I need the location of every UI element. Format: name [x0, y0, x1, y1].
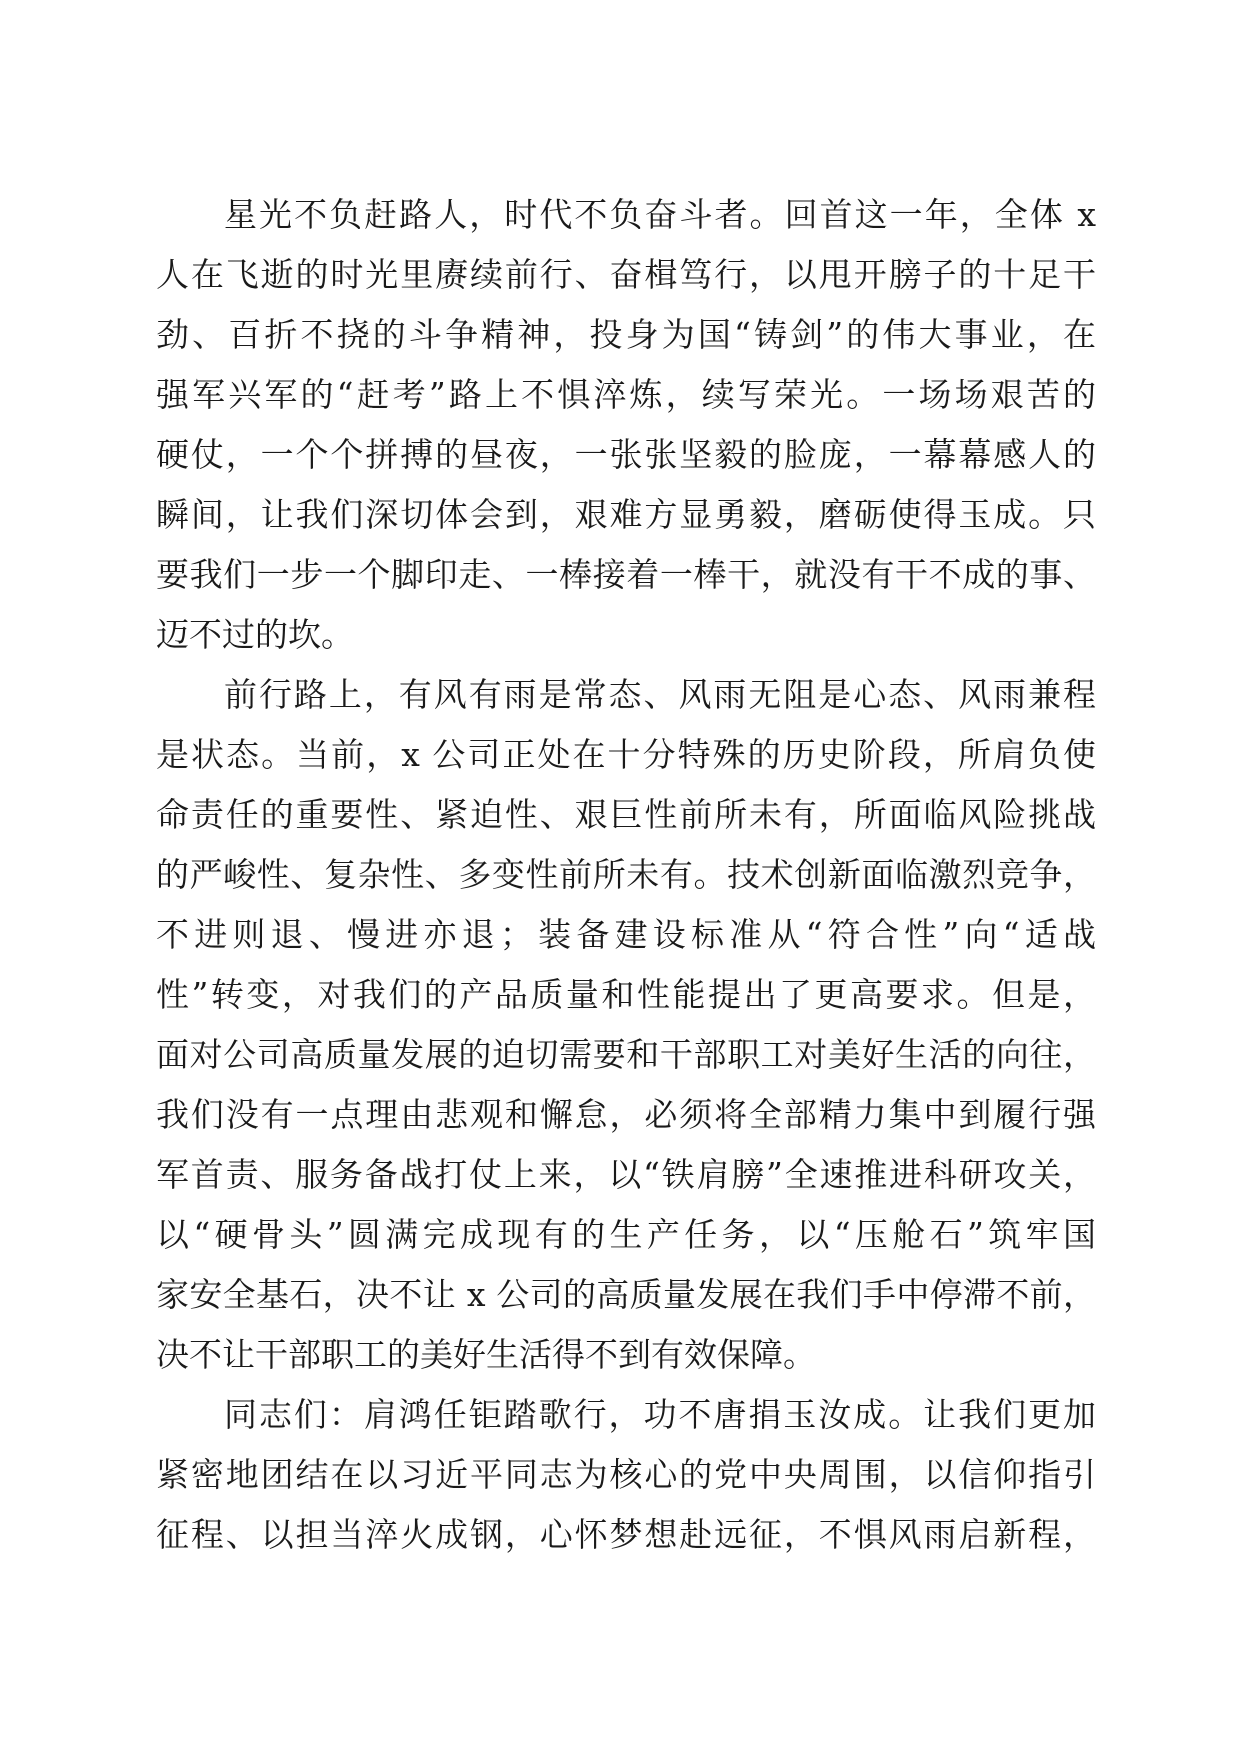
paragraph-1-line-7: 要我们一步一个脚印走、一棒接着一棒干，就没有干不成的事、 — [156, 555, 1096, 594]
paragraph-2-line-12: 决不让干部职工的美好生活得不到有效保障。 — [156, 1335, 816, 1374]
paragraph-1-line-5: 硬仗，一个个拼搏的昼夜，一张张坚毅的脸庞，一幕幕感人的 — [156, 435, 1096, 474]
paragraph-2-line-4: 的严峻性、复杂性、多变性前所未有。技术创新面临激烈竞争， — [156, 855, 1096, 894]
paragraph-1-line-8: 迈不过的坎。 — [156, 615, 354, 654]
paragraph-1-line-3: 劲、百折不挠的斗争精神，投身为国“铸剑”的伟大事业，在 — [156, 315, 1096, 354]
paragraph-3-line-2: 紧密地团结在以习近平同志为核心的党中央周围，以信仰指引 — [156, 1455, 1096, 1494]
paragraph-2-line-11: 家安全基石，决不让 x 公司的高质量发展在我们手中停滞不前， — [156, 1275, 1096, 1314]
paragraph-1-line-4: 强军兴军的“赶考”路上不惧淬炼，续写荣光。一场场艰苦的 — [156, 375, 1096, 414]
paragraph-2-line-1: 前行路上，有风有雨是常态、风雨无阻是心态、风雨兼程 — [224, 675, 1096, 714]
paragraph-2-line-2: 是状态。当前，x 公司正处在十分特殊的历史阶段，所肩负使 — [156, 735, 1096, 774]
paragraph-2-line-8: 我们没有一点理由悲观和懈怠，必须将全部精力集中到履行强 — [156, 1095, 1096, 1134]
paragraph-2-line-10: 以“硬骨头”圆满完成现有的生产任务，以“压舱石”筑牢国 — [156, 1215, 1096, 1254]
paragraph-1-line-1: 星光不负赶路人，时代不负奋斗者。回首这一年，全体 x — [224, 195, 1096, 234]
paragraph-1-line-2: 人在飞逝的时光里赓续前行、奋楫笃行，以甩开膀子的十足干 — [156, 255, 1096, 294]
paragraph-2-line-5: 不进则退、慢进亦退；装备建设标准从“符合性”向“适战 — [156, 915, 1096, 954]
paragraph-3-line-3: 征程、以担当淬火成钢，心怀梦想赴远征，不惧风雨启新程， — [156, 1515, 1096, 1554]
paragraph-1-line-6: 瞬间，让我们深切体会到，艰难方显勇毅，磨砺使得玉成。只 — [156, 495, 1096, 534]
paragraph-2-line-6: 性”转变，对我们的产品质量和性能提出了更高要求。但是， — [156, 975, 1096, 1014]
paragraph-3-line-1: 同志们：肩鸿任钜踏歌行，功不唐捐玉汝成。让我们更加 — [224, 1395, 1096, 1434]
paragraph-2-line-7: 面对公司高质量发展的迫切需要和干部职工对美好生活的向往， — [156, 1035, 1096, 1074]
paragraph-2-line-3: 命责任的重要性、紧迫性、艰巨性前所未有，所面临风险挑战 — [156, 795, 1096, 834]
paragraph-2-line-9: 军首责、服务备战打仗上来，以“铁肩膀”全速推进科研攻关， — [156, 1155, 1096, 1194]
